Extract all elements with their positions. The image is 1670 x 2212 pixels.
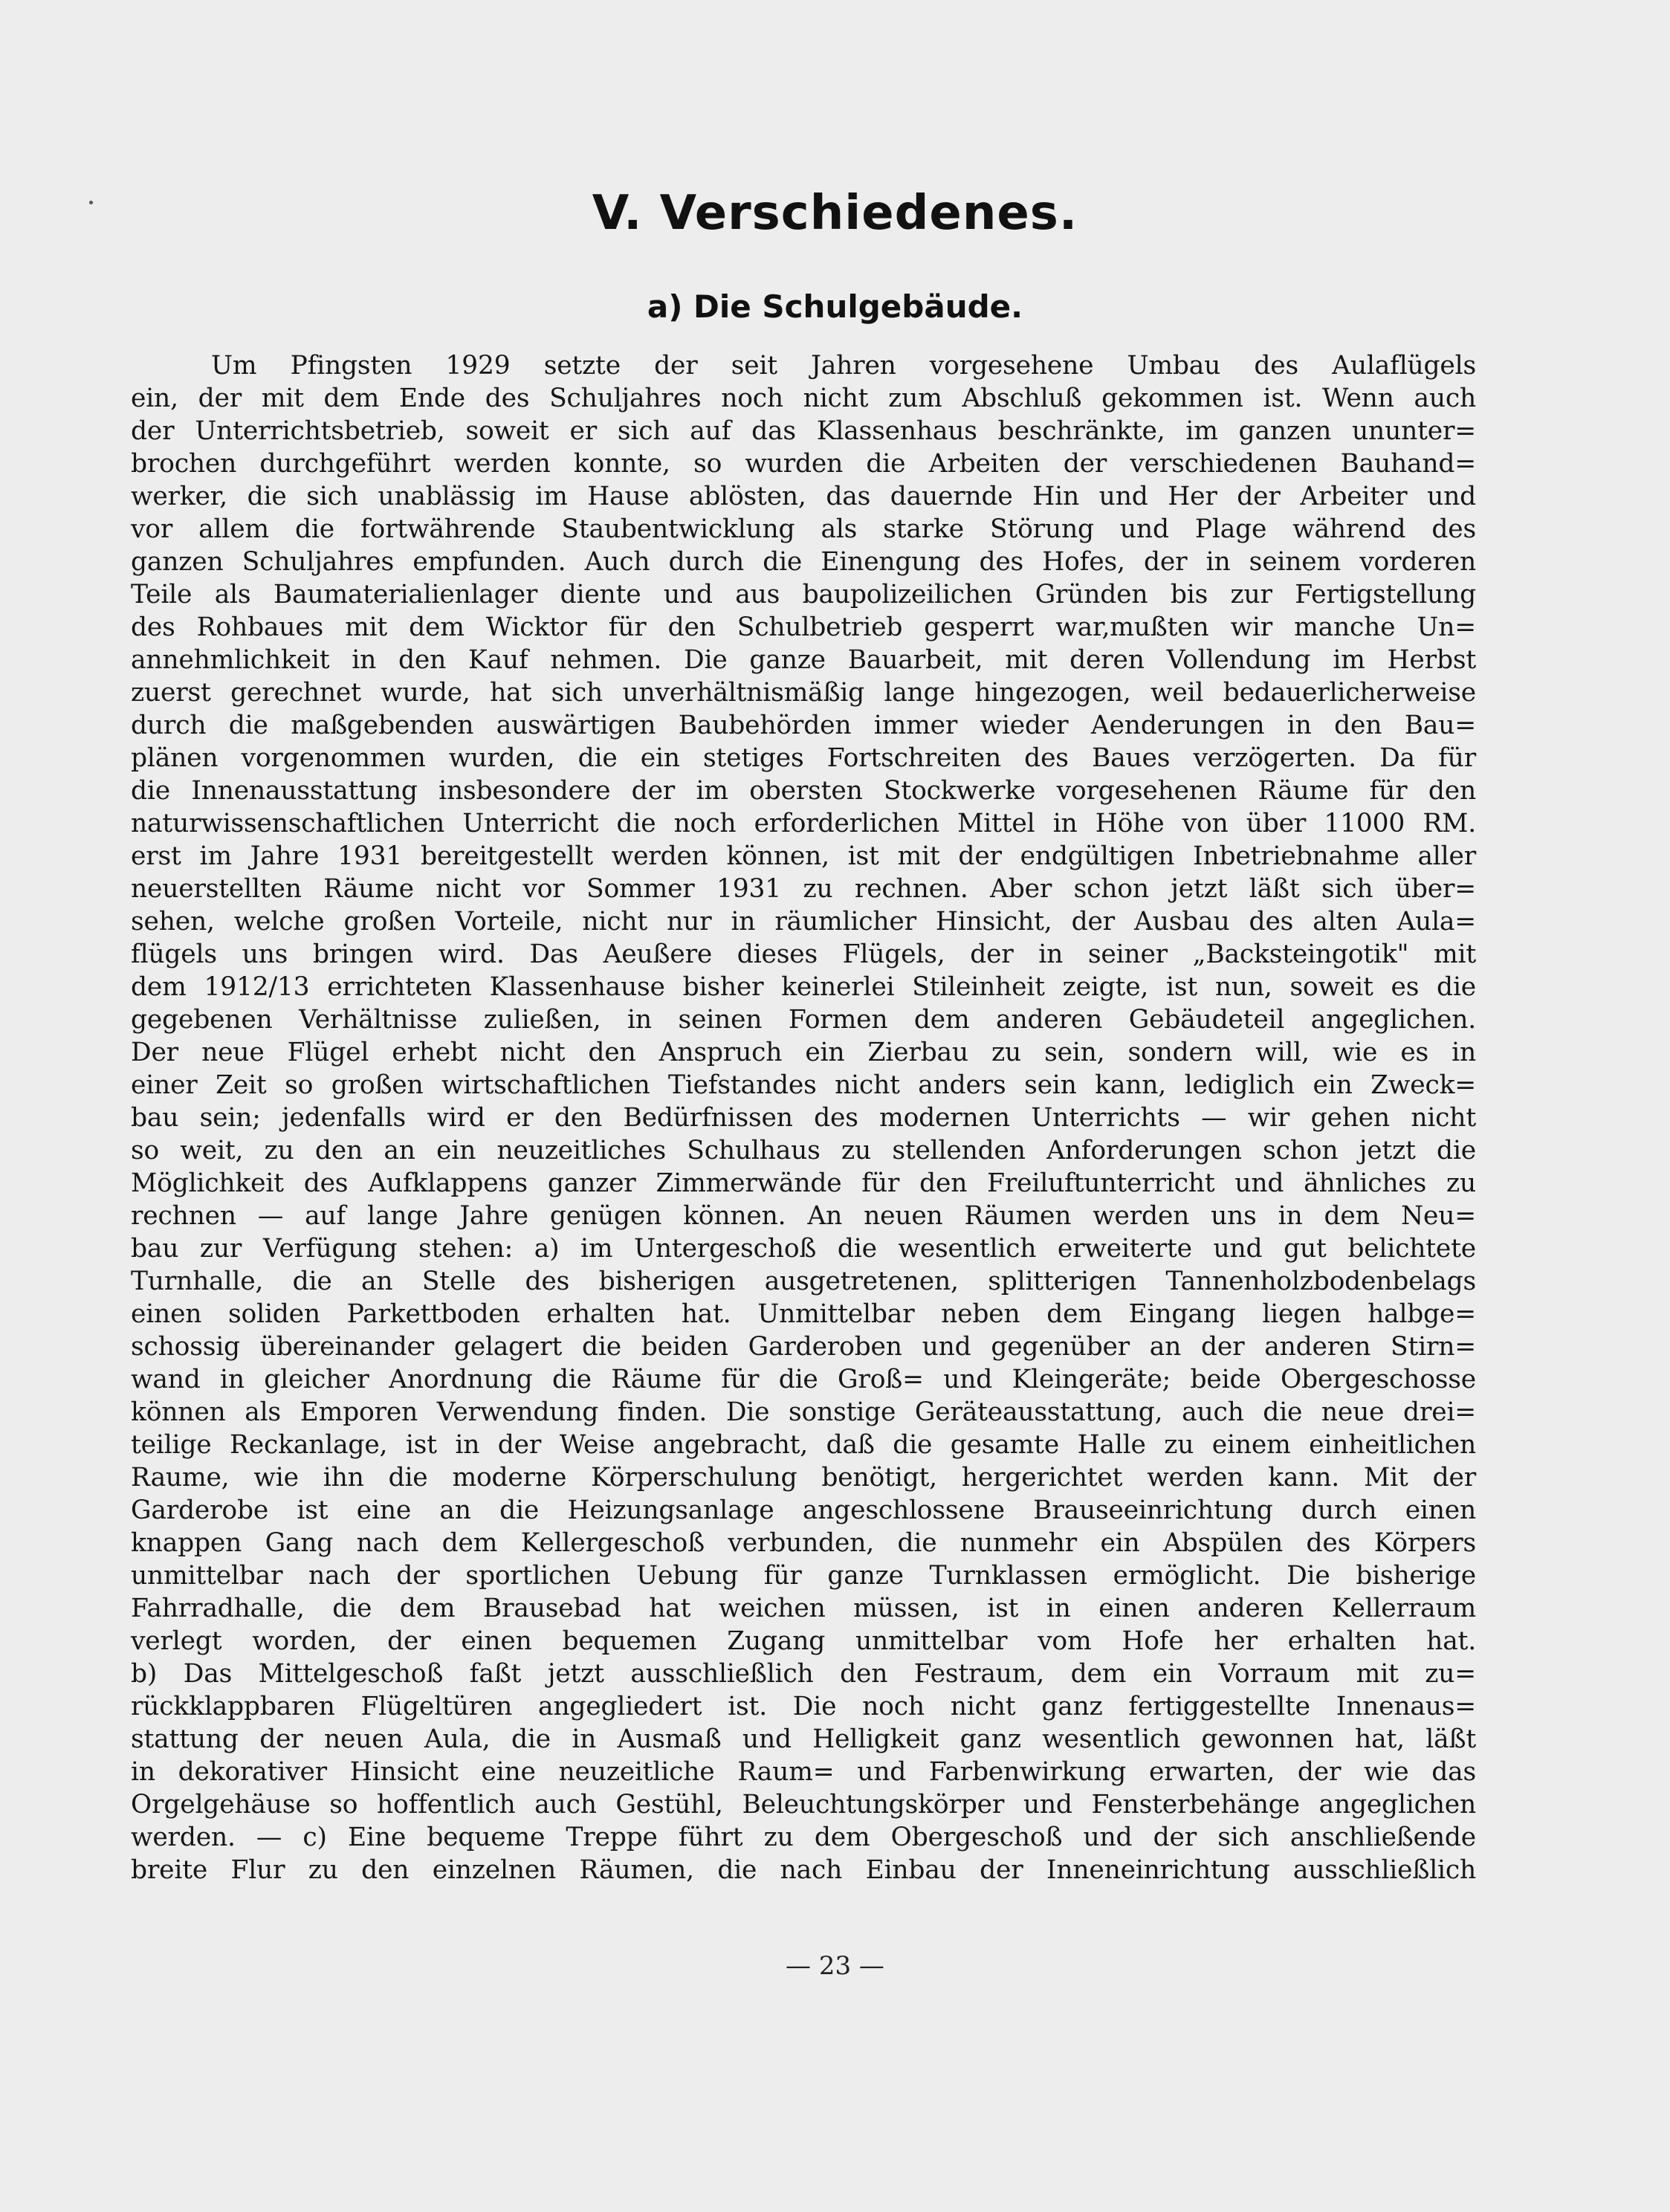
text-line: werden. — c) Eine bequeme Treppe führt zu dem Obergeschoß und der sich anschließende	[131, 1823, 1476, 1852]
text-line: des Rohbaues mit dem Wicktor für den Schulbetrieb gesperrt war,mußten wir manche Un=	[131, 612, 1476, 642]
text-line: durch die maßgebenden auswärtigen Baubehörden immer wieder Aenderungen in den Bau=	[131, 711, 1476, 740]
text-line: teilige Reckanlage, ist in der Weise angebracht, daß die gesamte Halle zu einem einheitlichen	[131, 1430, 1476, 1460]
text-line: neuerstellten Räume nicht vor Sommer 1931 zu rechnen. Aber schon jetzt läßt sich über=	[131, 874, 1476, 904]
text-line: Der neue Flügel erhebt nicht den Anspruch ein Zierbau zu sein, sondern will, wie es in	[131, 1038, 1476, 1067]
text-line: Möglichkeit des Aufklappens ganzer Zimmerwände für den Freiluftunterricht und ähnliches zu	[131, 1168, 1476, 1198]
text-line: verlegt worden, der einen bequemen Zugang unmittelbar vom Hofe her erhalten hat.	[131, 1626, 1476, 1656]
text-line: breite Flur zu den einzelnen Räumen, die nach Einbau der Inneneinrichtung ausschließlich	[131, 1855, 1476, 1885]
text-line: rückklappbaren Flügeltüren angegliedert ist. Die noch nicht ganz fertiggestellte Innenaus=	[131, 1692, 1476, 1721]
text-line: rechnen — auf lange Jahre genügen können. An neuen Räumen werden uns in dem Neu=	[131, 1201, 1476, 1231]
text-line: annehmlichkeit in den Kauf nehmen. Die ganze Bauarbeit, mit deren Vollendung im Herbst	[131, 645, 1476, 675]
text-line: der Unterrichtsbetrieb, soweit er sich auf das Klassenhaus beschränkte, im ganzen ununter=	[131, 416, 1476, 446]
text-line: sehen, welche großen Vorteile, nicht nur in räumlicher Hinsicht, der Ausbau des alten Aula=	[131, 907, 1476, 937]
text-line: einen soliden Parkettboden erhalten hat. Unmittelbar neben dem Eingang liegen halbge=	[131, 1299, 1476, 1329]
text-line: naturwissenschaftlichen Unterricht die noch erforderlichen Mittel in Höhe von über 11000 RM.	[131, 809, 1476, 838]
text-line: gegebenen Verhältnisse zuließen, in seinen Formen dem anderen Gebäudeteil angeglichen.	[131, 1005, 1476, 1035]
text-line: erst im Jahre 1931 bereitgestellt werden können, ist mit der endgültigen Inbetriebnahme aller	[131, 841, 1476, 871]
text-line: zuerst gerechnet wurde, hat sich unverhältnismäßig lange hingezogen, weil bedauerlicherweise	[131, 678, 1476, 708]
body-text	[131, 349, 1476, 1886]
text-line: Teile als Baumaterialienlager diente und aus baupolizeilichen Gründen bis zur Fertigstellung	[131, 580, 1476, 609]
text-line: dem 1912/13 errichteten Klassenhause bisher keinerlei Stileinheit zeigte, ist nun, soweit es die	[131, 972, 1476, 1002]
text-line: bau zur Verfügung stehen: a) im Untergeschoß die wesentlich erweiterte und gut belichtete	[131, 1234, 1476, 1264]
text-line: schossig übereinander gelagert die beiden Garderoben und gegenüber an der anderen Stirn=	[131, 1332, 1476, 1362]
text-line: Turnhalle, die an Stelle des bisherigen ausgetretenen, splitterigen Tannenholzbodenbelags	[131, 1267, 1476, 1296]
text-line: die Innenausstattung insbesondere der im obersten Stockwerke vorgesehenen Räume für den	[131, 776, 1476, 806]
text-line: Um Pfingsten 1929 setzte der seit Jahren vorgesehene Umbau des Aulaflügels	[211, 351, 1476, 381]
text-line: plänen vorgenommen wurden, die ein stetiges Fortschreiten des Baues verzögerten. Da für	[131, 743, 1476, 773]
page-number: — 23 —	[786, 1951, 884, 1981]
page-title: V. Verschiedenes.	[592, 186, 1078, 241]
text-line: ein, der mit dem Ende des Schuljahres noch nicht zum Abschluß gekommen ist. Wenn auch	[131, 384, 1476, 413]
text-line: in dekorativer Hinsicht eine neuzeitliche Raum= und Farbenwirkung erwarten, der wie das	[131, 1757, 1476, 1787]
text-line: ganzen Schuljahres empfunden. Auch durch die Einengung des Hofes, der in seinem vorderen	[131, 547, 1476, 577]
text-line: Orgelgehäuse so hoffentlich auch Gestühl, Beleuchtungskörper und Fensterbehänge angeglichen	[131, 1790, 1476, 1820]
text-line: wand in gleicher Anordnung die Räume für die Groß= und Kleingeräte; beide Obergeschosse	[131, 1365, 1476, 1394]
text-line: Raume, wie ihn die moderne Körperschulung benötigt, hergerichtet werden kann. Mit der	[131, 1463, 1476, 1493]
text-line: vor allem die fortwährende Staubentwicklung als starke Störung und Plage während des	[131, 514, 1476, 544]
text-line: knappen Gang nach dem Kellergeschoß verbunden, die nunmehr ein Abspülen des Körpers	[131, 1528, 1476, 1558]
text-line: werker, die sich unablässig im Hause ablösten, das dauernde Hin und Her der Arbeiter und	[131, 482, 1476, 511]
text-line: bau sein; jedenfalls wird er den Bedürfnissen des modernen Unterrichts — wir gehen nicht	[131, 1103, 1476, 1133]
text-line: unmittelbar nach der sportlichen Uebung für ganze Turnklassen ermöglicht. Die bisherige	[131, 1561, 1476, 1591]
text-line: können als Emporen Verwendung finden. Die sonstige Geräteausstattung, auch die neue drei=	[131, 1397, 1476, 1427]
text-line: Garderobe ist eine an die Heizungsanlage angeschlossene Brauseeinrichtung durch einen	[131, 1495, 1476, 1525]
text-line: stattung der neuen Aula, die in Ausmaß und Helligkeit ganz wesentlich gewonnen hat, läßt	[131, 1724, 1476, 1754]
text-line: flügels uns bringen wird. Das Aeußere dieses Flügels, der in seiner „Backsteingotik" mit	[131, 940, 1476, 969]
text-line: einer Zeit so großen wirtschaftlichen Tiefstandes nicht anders sein kann, lediglich ein Zweck=	[131, 1070, 1476, 1100]
section-title: a) Die Schulgebäude.	[647, 288, 1023, 325]
text-line: so weit, zu den an ein neuzeitliches Schulhaus zu stellenden Anforderungen schon jetzt die	[131, 1136, 1476, 1165]
text-line: brochen durchgeführt werden konnte, so wurden die Arbeiten der verschiedenen Bauhand=	[131, 449, 1476, 479]
text-line: b) Das Mittelgeschoß faßt jetzt ausschließlich den Festraum, dem ein Vorraum mit zu=	[131, 1659, 1476, 1689]
text-line: Fahrradhalle, die dem Brausebad hat weichen müssen, ist in einen anderen Kellerraum	[131, 1594, 1476, 1623]
